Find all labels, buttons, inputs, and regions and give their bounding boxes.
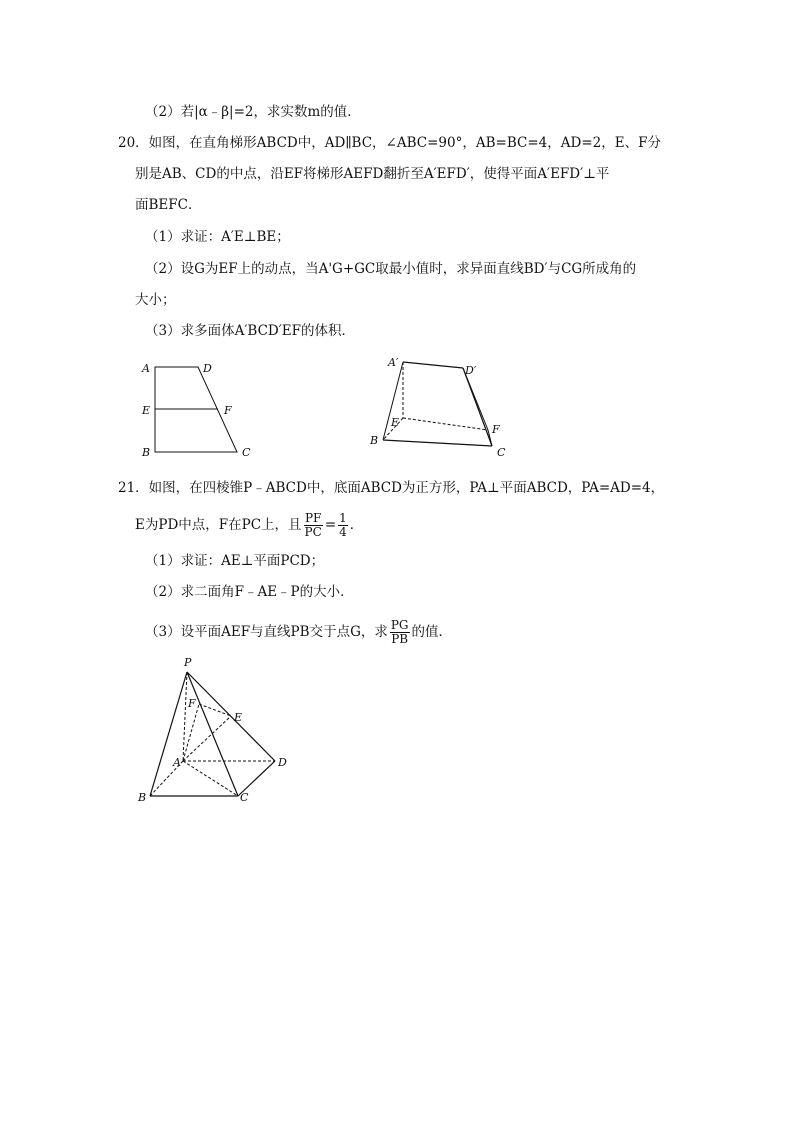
fig2-label-F: F [492, 423, 500, 436]
frac-den: PC [304, 525, 322, 539]
q21-part1: （1）求证：AE⊥平面PCD； [145, 553, 325, 569]
q20-stem-line3: 面BEFC． [135, 197, 202, 213]
q20-stem-line2: 别是AB、CD的中点，沿EF将梯形AEFD翻折至A′EFD′，使得平面A′EFD′⊥平 [135, 166, 610, 182]
fig3-label-A: A [173, 756, 181, 769]
q19-part2: （2）若|α﹣β|=2，求实数m的值． [145, 104, 361, 120]
fig2-label-E: E [391, 416, 400, 429]
fig3-label-F: F [188, 697, 196, 710]
q21-stem2-end: ． [349, 517, 364, 533]
fig1-label-D: D [203, 362, 212, 375]
q20-part2-line2: 大小； [135, 292, 176, 308]
q21-ratio-pg-pb [390, 619, 410, 646]
fig2-label-B: B [370, 434, 379, 447]
fig1-label-C: C [242, 446, 251, 459]
q21-ratio-pf-pc [304, 512, 323, 539]
q21-stem-line2 [135, 512, 363, 539]
frac-den: PB [391, 632, 409, 646]
q20-part2-line1: （2）设G为EF上的动点，当A'G+GC取最小值时，求异面直线BD′与CG所成角的 [145, 261, 637, 277]
q21-ratio-value [338, 512, 348, 539]
fig2-label-A-prime: A′ [388, 356, 399, 369]
fig3-label-P: P [184, 656, 192, 669]
fig3-label-E: E [234, 711, 243, 724]
fig2-label-D-prime: D′ [465, 364, 477, 377]
q21-part3 [145, 619, 452, 646]
fig3-label-C: C [240, 791, 249, 804]
q21-equals: = [324, 517, 337, 533]
q20-figure-folded [365, 352, 525, 462]
q21-part3-text: （3）设平面AEF与直线PB交于点G，求 [145, 624, 388, 640]
fig1-label-E: E [142, 404, 151, 417]
q21-stem2-text: E为PD中点，F在PC上，且 [135, 517, 302, 533]
frac-num: 1 [339, 511, 347, 525]
frac-num: PG [390, 618, 409, 632]
q21-part2: （2）求二面角F﹣AE﹣P的大小． [145, 584, 354, 600]
fig1-label-F: F [224, 404, 232, 417]
q21-part3-end: 的值． [411, 624, 453, 640]
q21-figure-pyramid [130, 652, 300, 812]
frac-den: 4 [339, 525, 347, 539]
fig1-label-A: A [142, 362, 150, 375]
q20-part3: （3）求多面体A′BCD′EF的体积． [145, 323, 356, 339]
fig2-label-C: C [497, 446, 506, 459]
q20-stem-line1: 20．如图，在直角梯形ABCD中，AD∥BC，∠ABC=90°，AB=BC=4，AD=2，E、F分 [118, 135, 661, 151]
q20-figure-trapezoid [135, 355, 265, 465]
frac-num: PF [304, 511, 322, 525]
fig1-label-B: B [142, 446, 151, 459]
fig3-label-B: B [138, 791, 147, 804]
q20-part1: （1）求证：A′E⊥BE； [145, 229, 290, 245]
q21-stem-line1: 21．如图，在四棱锥P﹣ABCD中，底面ABCD为正方形，PA⊥平面ABCD，PA=AD=4， [118, 480, 665, 496]
fig3-label-D: D [278, 756, 287, 769]
